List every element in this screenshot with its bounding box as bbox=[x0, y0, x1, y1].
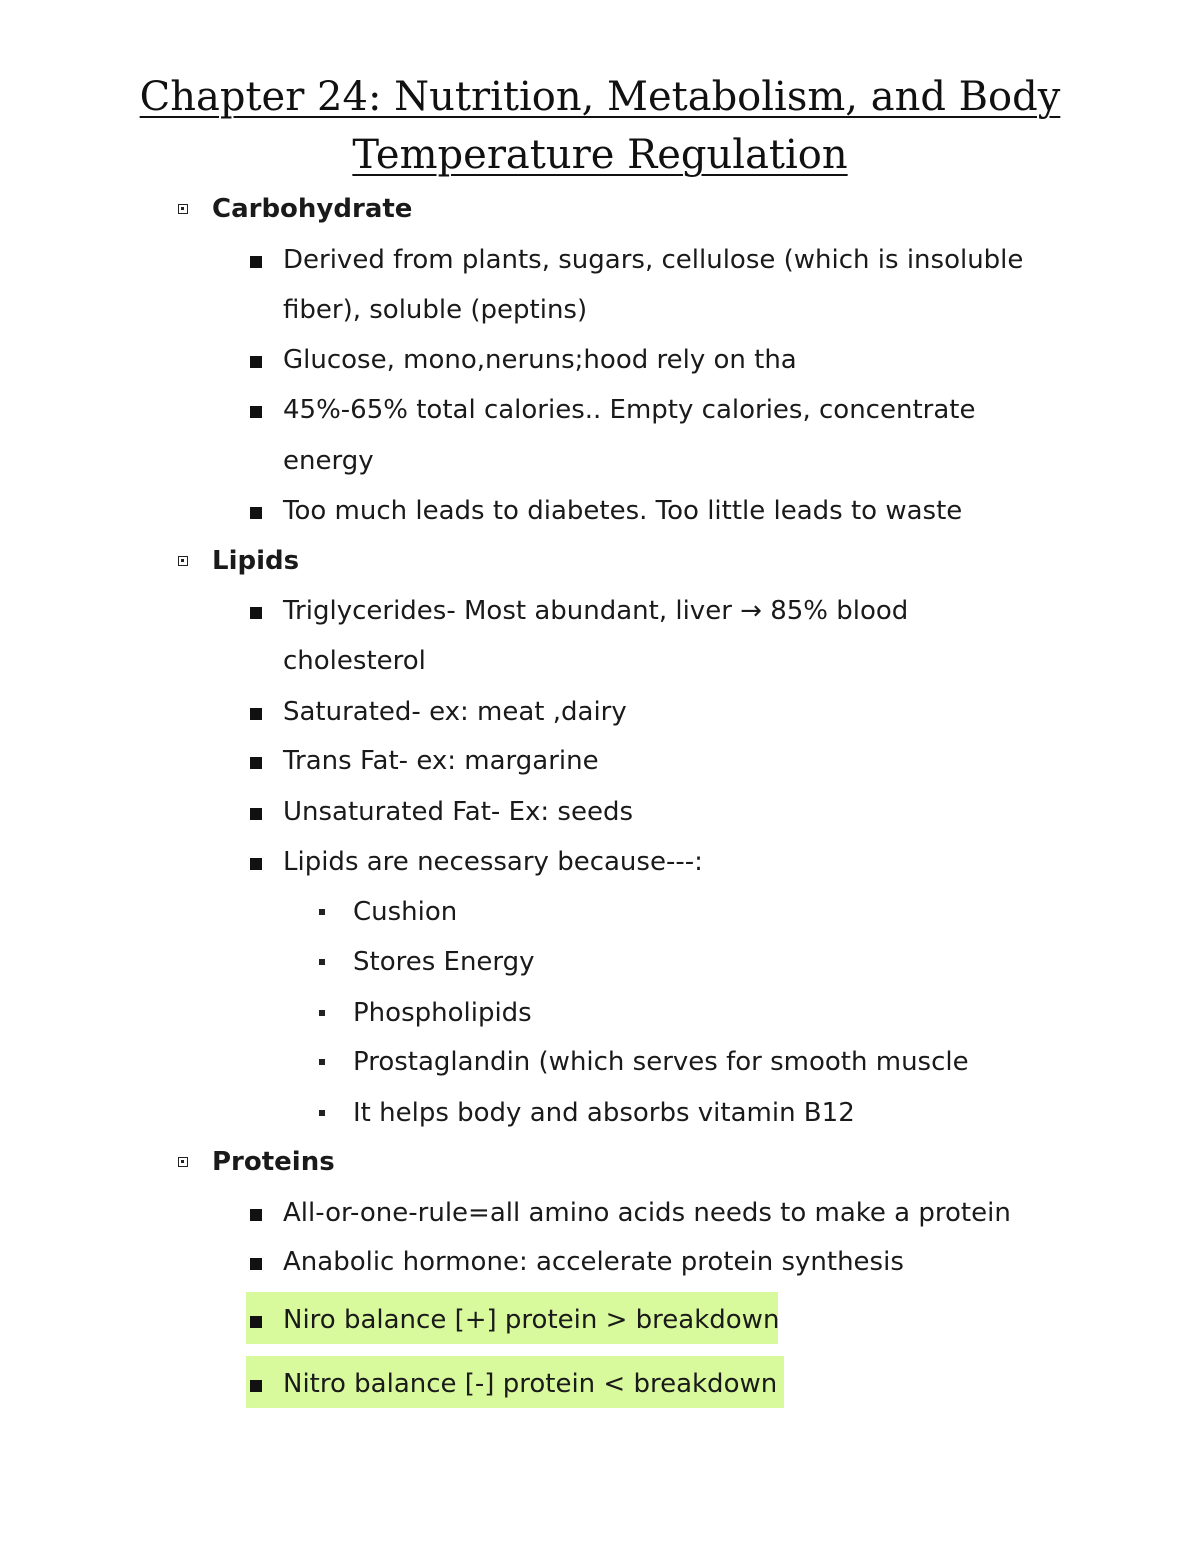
list-item: Unsaturated Fat- Ex: seeds bbox=[283, 797, 634, 827]
square-bullet-icon bbox=[250, 757, 262, 769]
list-item: Trans Fat- ex: margarine bbox=[283, 746, 599, 776]
list-item: Derived from plants, sugars, cellulose (which is insoluble bbox=[283, 245, 1024, 275]
list-item: Saturated- ex: meat ,dairy bbox=[283, 697, 627, 727]
sub-list-item: Cushion bbox=[353, 897, 458, 927]
dot-bullet-icon bbox=[319, 909, 325, 915]
dot-bullet-icon bbox=[319, 1010, 325, 1016]
list-item: Lipids are necessary because---: bbox=[283, 847, 703, 877]
dot-bullet-icon bbox=[319, 1110, 325, 1116]
sub-list-item: Phospholipids bbox=[353, 998, 532, 1028]
square-bullet-icon bbox=[250, 256, 262, 268]
page-title-line-2: Temperature Regulation bbox=[352, 132, 848, 178]
list-item: Glucose, mono,neruns;hood rely on tha bbox=[283, 345, 797, 375]
list-item-continuation: fiber), soluble (peptins) bbox=[283, 295, 588, 325]
dot-bullet-icon bbox=[319, 959, 325, 965]
page-title-line-1: Chapter 24: Nutrition, Metabolism, and Body bbox=[139, 74, 1061, 120]
list-item: Anabolic hormone: accelerate protein synthesis bbox=[283, 1247, 904, 1277]
square-bullet-icon bbox=[250, 1258, 262, 1270]
square-bullet-icon bbox=[250, 1316, 262, 1328]
square-bullet-icon bbox=[250, 1209, 262, 1221]
list-item: All-or-one-rule=all amino acids needs to make a protein bbox=[283, 1198, 1011, 1228]
list-item-continuation: cholesterol bbox=[283, 646, 426, 676]
list-item-highlighted: Nitro balance [-] protein < breakdown bbox=[283, 1369, 778, 1399]
list-item: Too much leads to diabetes. Too little leads to waste bbox=[283, 496, 963, 526]
section-heading-lipids: Lipids bbox=[212, 546, 300, 576]
section-heading-carbohydrate: Carbohydrate bbox=[212, 194, 413, 224]
dot-bullet-icon bbox=[319, 1059, 325, 1065]
list-item: 45%-65% total calories.. Empty calories, concentrate bbox=[283, 395, 976, 425]
square-bullet-icon bbox=[250, 406, 262, 418]
square-bullet-icon bbox=[250, 507, 262, 519]
square-bullet-icon bbox=[250, 858, 262, 870]
sub-list-item: Stores Energy bbox=[353, 947, 535, 977]
list-item-highlighted: Niro balance [+] protein > breakdown bbox=[283, 1305, 780, 1335]
section-heading-proteins: Proteins bbox=[212, 1147, 335, 1177]
square-bullet-icon bbox=[250, 356, 262, 368]
section-bullet-icon bbox=[178, 556, 188, 566]
list-item-continuation: energy bbox=[283, 446, 374, 476]
list-item: Triglycerides- Most abundant, liver → 85% blood bbox=[283, 596, 909, 626]
square-bullet-icon bbox=[250, 708, 262, 720]
square-bullet-icon bbox=[250, 808, 262, 820]
section-bullet-icon bbox=[178, 1157, 188, 1167]
sub-list-item: It helps body and absorbs vitamin B12 bbox=[353, 1098, 855, 1128]
section-bullet-icon bbox=[178, 204, 188, 214]
square-bullet-icon bbox=[250, 607, 262, 619]
sub-list-item: Prostaglandin (which serves for smooth muscle bbox=[353, 1047, 969, 1077]
square-bullet-icon bbox=[250, 1380, 262, 1392]
